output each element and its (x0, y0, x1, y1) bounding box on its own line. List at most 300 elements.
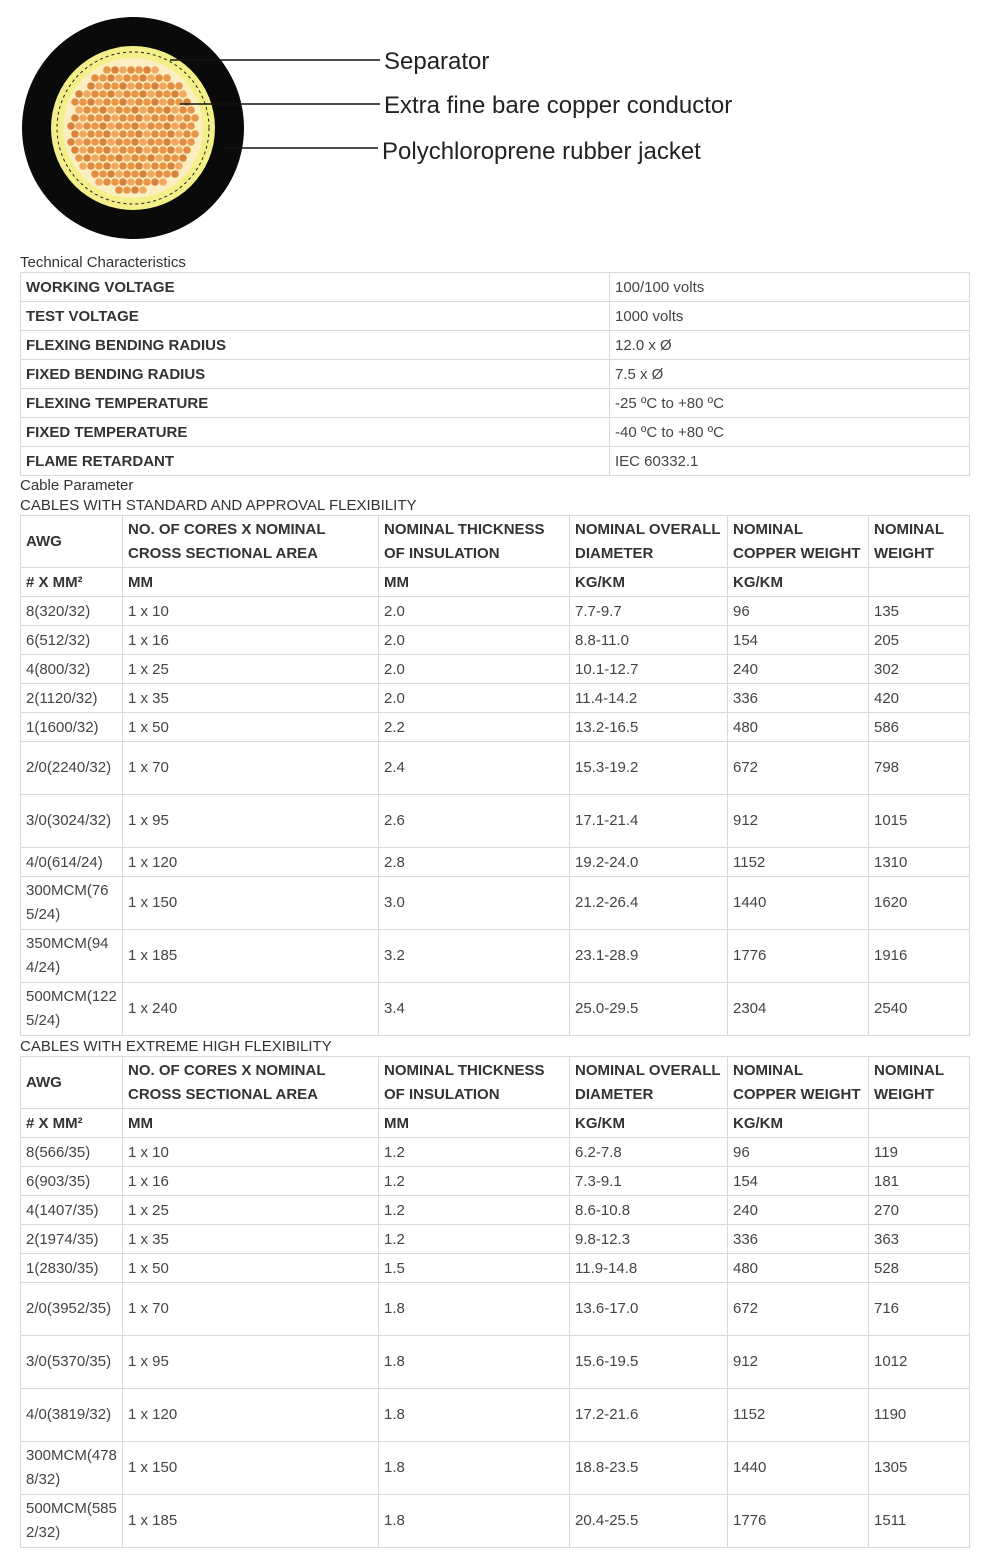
copper-strand (179, 106, 187, 114)
copper-strand (115, 154, 123, 162)
table-cell: NO. OF CORES X NOMINAL CROSS SECTIONAL AREA (123, 1057, 379, 1109)
table-cell: 2(1120/32) (21, 684, 123, 713)
copper-strand (115, 186, 123, 194)
table-cell: 100/100 volts (610, 273, 970, 302)
table-cell: 9.8-12.3 (570, 1225, 728, 1254)
copper-strand (163, 74, 171, 82)
copper-strand (151, 162, 159, 170)
conductor-label: Extra fine bare copper conductor (384, 92, 733, 119)
copper-strand (143, 178, 151, 186)
copper-strand (151, 82, 159, 90)
table-cell: 798 (869, 742, 970, 795)
copper-strand (111, 178, 119, 186)
table-cell: 2.4 (379, 742, 570, 795)
copper-strand (99, 74, 107, 82)
table-row (21, 1225, 970, 1254)
copper-strand (111, 162, 119, 170)
copper-strand (83, 138, 91, 146)
copper-strand (107, 74, 115, 82)
table-cell: 1511 (869, 1495, 970, 1548)
table-cell: 1 x 120 (123, 1389, 379, 1442)
table-cell: 8.8-11.0 (570, 626, 728, 655)
copper-strand (191, 130, 199, 138)
table-row (21, 273, 970, 302)
copper-strand (107, 106, 115, 114)
copper-strand (115, 74, 123, 82)
table-row (21, 742, 970, 795)
copper-strand (71, 130, 79, 138)
table-cell: 2.2 (379, 713, 570, 742)
table-row (21, 1442, 970, 1495)
table-row (21, 1167, 970, 1196)
copper-strand (179, 122, 187, 130)
table-cell: 135 (869, 597, 970, 626)
copper-strand (107, 90, 115, 98)
copper-strand (143, 114, 151, 122)
table-cell: 2.0 (379, 684, 570, 713)
copper-strand (147, 170, 155, 178)
copper-strand (175, 130, 183, 138)
table-cell: 4/0(3819/32) (21, 1389, 123, 1442)
copper-strand (103, 130, 111, 138)
copper-strand (103, 162, 111, 170)
copper-strand (131, 122, 139, 130)
table-row (21, 930, 970, 983)
copper-strand (135, 162, 143, 170)
copper-strand (75, 122, 83, 130)
table-cell: 480 (728, 1254, 869, 1283)
table-cell: 2(1974/35) (21, 1225, 123, 1254)
table-row (21, 1196, 970, 1225)
copper-strand (143, 66, 151, 74)
table-cell: 1440 (728, 877, 869, 930)
copper-strand (127, 98, 135, 106)
table-row (21, 713, 970, 742)
copper-strand (75, 154, 83, 162)
table-cell: 2/0(2240/32) (21, 742, 123, 795)
copper-strand (67, 122, 75, 130)
table-row (21, 848, 970, 877)
table-cell: FIXED BENDING RADIUS (21, 360, 610, 389)
table-cell: 181 (869, 1167, 970, 1196)
copper-strand (131, 186, 139, 194)
copper-strand (163, 106, 171, 114)
copper-strand (151, 178, 159, 186)
copper-strand (127, 82, 135, 90)
table-row (21, 1138, 970, 1167)
copper-strand (99, 90, 107, 98)
table-cell: 912 (728, 1336, 869, 1389)
table-cell: MM (379, 568, 570, 597)
table-cell: 1 x 10 (123, 597, 379, 626)
copper-strand (175, 162, 183, 170)
table-row (21, 684, 970, 713)
table-cell: 154 (728, 626, 869, 655)
copper-strand (167, 114, 175, 122)
table-cell: 25.0-29.5 (570, 983, 728, 1036)
copper-strand (79, 114, 87, 122)
copper-strand (139, 154, 147, 162)
table-row (21, 360, 970, 389)
table-cell: 528 (869, 1254, 970, 1283)
copper-strand (127, 178, 135, 186)
table-cell: 4(1407/35) (21, 1196, 123, 1225)
table-cell: 1620 (869, 877, 970, 930)
copper-strand (183, 146, 191, 154)
table-cell: 15.3-19.2 (570, 742, 728, 795)
copper-strand (139, 186, 147, 194)
table-cell: 1015 (869, 795, 970, 848)
cable-cross-section-diagram (0, 0, 986, 250)
copper-strand (87, 146, 95, 154)
table-cell: 7.3-9.1 (570, 1167, 728, 1196)
table-row (21, 1283, 970, 1336)
copper-strand (179, 138, 187, 146)
copper-strand (171, 106, 179, 114)
table-cell: 1190 (869, 1389, 970, 1442)
copper-strand (175, 146, 183, 154)
copper-strand (95, 178, 103, 186)
table-cell: 336 (728, 1225, 869, 1254)
copper-strand (87, 82, 95, 90)
table-cell: 912 (728, 795, 869, 848)
table-cell: 1.8 (379, 1442, 570, 1495)
copper-strand (103, 82, 111, 90)
table-cell: 19.2-24.0 (570, 848, 728, 877)
table-cell: 1776 (728, 1495, 869, 1548)
table-cell: 11.4-14.2 (570, 684, 728, 713)
table-cell: 1.8 (379, 1336, 570, 1389)
copper-strand (111, 82, 119, 90)
table-cell: 1.2 (379, 1138, 570, 1167)
copper-strand (183, 114, 191, 122)
table-cell: 480 (728, 713, 869, 742)
table-row (21, 1389, 970, 1442)
table-cell: 1000 volts (610, 302, 970, 331)
copper-strand (143, 146, 151, 154)
copper-strand (171, 138, 179, 146)
table-cell: 1 x 10 (123, 1138, 379, 1167)
table-cell: 1.8 (379, 1495, 570, 1548)
copper-strand (131, 138, 139, 146)
copper-strand (171, 90, 179, 98)
copper-strand (163, 138, 171, 146)
table-cell: 18.8-23.5 (570, 1442, 728, 1495)
table-cell: 716 (869, 1283, 970, 1336)
table-cell: 336 (728, 684, 869, 713)
copper-strand (75, 106, 83, 114)
copper-strand (91, 106, 99, 114)
copper-strand (159, 98, 167, 106)
copper-strand (95, 114, 103, 122)
copper-strand (75, 138, 83, 146)
copper-strand (155, 122, 163, 130)
copper-strand (87, 162, 95, 170)
copper-strand (151, 66, 159, 74)
copper-strand (119, 162, 127, 170)
table-cell: 420 (869, 684, 970, 713)
copper-strand (111, 114, 119, 122)
params-caption: Cable Parameter (20, 477, 134, 494)
table-cell: 363 (869, 1225, 970, 1254)
tech-caption: Technical Characteristics (20, 254, 186, 271)
table-cell: 1.2 (379, 1196, 570, 1225)
copper-strand (91, 122, 99, 130)
table-cell: KG/KM (570, 568, 728, 597)
table-cell: MM (123, 1109, 379, 1138)
copper-strand (151, 130, 159, 138)
copper-strand (171, 122, 179, 130)
unit-row (21, 1109, 970, 1138)
table-cell: 3.4 (379, 983, 570, 1036)
table-cell: 500MCM(1225/24) (21, 983, 123, 1036)
table-cell: # X MM² (21, 568, 123, 597)
copper-strand (123, 90, 131, 98)
copper-strand (123, 138, 131, 146)
copper-strand (147, 74, 155, 82)
table-cell: 3.2 (379, 930, 570, 983)
copper-strand (131, 154, 139, 162)
copper-strand (103, 178, 111, 186)
technical-characteristics-table (20, 272, 970, 476)
table-cell: 3/0(5370/35) (21, 1336, 123, 1389)
table-cell: 15.6-19.5 (570, 1336, 728, 1389)
copper-strand (127, 114, 135, 122)
table-cell: 1 x 70 (123, 742, 379, 795)
copper-strand (163, 90, 171, 98)
copper-strand (155, 106, 163, 114)
copper-strand (67, 138, 75, 146)
copper-strand (147, 122, 155, 130)
copper-strand (155, 90, 163, 98)
table-cell (869, 568, 970, 597)
copper-strand (87, 98, 95, 106)
table-cell: NOMINAL OVERALL DIAMETER (570, 516, 728, 568)
copper-strand (115, 122, 123, 130)
table-cell: 1 x 25 (123, 1196, 379, 1225)
copper-strand (171, 170, 179, 178)
copper-strand (87, 130, 95, 138)
copper-strand (147, 90, 155, 98)
copper-strand (103, 98, 111, 106)
table-cell: NO. OF CORES X NOMINAL CROSS SECTIONAL AREA (123, 516, 379, 568)
copper-strand (151, 146, 159, 154)
table-cell: 11.9-14.8 (570, 1254, 728, 1283)
table-cell: 2540 (869, 983, 970, 1036)
copper-strand (155, 74, 163, 82)
header-row (21, 1057, 970, 1109)
table-cell: 1440 (728, 1442, 869, 1495)
copper-strand (167, 162, 175, 170)
copper-strand (143, 98, 151, 106)
copper-strand (155, 154, 163, 162)
copper-strand (135, 114, 143, 122)
copper-strand (95, 146, 103, 154)
table-cell: 1 x 35 (123, 1225, 379, 1254)
copper-strand (95, 130, 103, 138)
table-cell: 2.0 (379, 655, 570, 684)
table-cell: 672 (728, 742, 869, 795)
copper-strand (155, 170, 163, 178)
cable-cross-section-illustration (0, 0, 986, 250)
table-cell: 1 x 240 (123, 983, 379, 1036)
copper-strand (115, 170, 123, 178)
copper-strand (75, 90, 83, 98)
copper-strand (167, 98, 175, 106)
copper-strand (135, 82, 143, 90)
copper-strand (111, 130, 119, 138)
table-cell: 240 (728, 1196, 869, 1225)
table-cell: NOMINAL WEIGHT (869, 516, 970, 568)
copper-strand (171, 154, 179, 162)
table-cell: 1 x 50 (123, 1254, 379, 1283)
copper-strand (71, 98, 79, 106)
table-cell: 2.8 (379, 848, 570, 877)
copper-strand (71, 114, 79, 122)
copper-strand (99, 170, 107, 178)
copper-strand (123, 186, 131, 194)
copper-strand (143, 162, 151, 170)
table-row (21, 877, 970, 930)
copper-strand (91, 74, 99, 82)
copper-strand (123, 122, 131, 130)
copper-strand (159, 82, 167, 90)
table-cell: 6.2-7.8 (570, 1138, 728, 1167)
table-cell: 1310 (869, 848, 970, 877)
copper-strand (147, 154, 155, 162)
copper-strand (179, 154, 187, 162)
copper-strand (91, 154, 99, 162)
copper-strand (131, 170, 139, 178)
table-row (21, 626, 970, 655)
copper-strand (139, 170, 147, 178)
table-cell: MM (379, 1109, 570, 1138)
table-cell: 3.0 (379, 877, 570, 930)
table-cell: 6(903/35) (21, 1167, 123, 1196)
copper-strand (83, 154, 91, 162)
table-cell: FLEXING BENDING RADIUS (21, 331, 610, 360)
copper-strand (187, 106, 195, 114)
copper-strand (139, 74, 147, 82)
copper-strand (107, 138, 115, 146)
table-cell: 240 (728, 655, 869, 684)
copper-strand (95, 82, 103, 90)
copper-strand (135, 98, 143, 106)
copper-strand (119, 82, 127, 90)
copper-strand (135, 178, 143, 186)
table-cell: 17.2-21.6 (570, 1389, 728, 1442)
copper-strand (79, 130, 87, 138)
standard-flex-caption: CABLES WITH STANDARD AND APPROVAL FLEXIBILITY (20, 497, 417, 514)
copper-strand (175, 114, 183, 122)
table-cell: 1 x 150 (123, 877, 379, 930)
table-cell: 302 (869, 655, 970, 684)
table-cell: 1 x 95 (123, 795, 379, 848)
table-cell: 1 x 70 (123, 1283, 379, 1336)
table-cell: 1152 (728, 848, 869, 877)
separator-label: Separator (384, 48, 490, 75)
copper-strand (99, 154, 107, 162)
copper-strand (119, 146, 127, 154)
table-cell: KG/KM (570, 1109, 728, 1138)
copper-strand (79, 146, 87, 154)
table-cell: 96 (728, 1138, 869, 1167)
table-cell: 10.1-12.7 (570, 655, 728, 684)
copper-strand (143, 130, 151, 138)
table-cell: 12.0 x Ø (610, 331, 970, 360)
copper-strand (151, 98, 159, 106)
table-row (21, 597, 970, 626)
copper-strand (119, 66, 127, 74)
table-cell: MM (123, 568, 379, 597)
table-cell: 1 x 185 (123, 930, 379, 983)
table-cell: 1.2 (379, 1167, 570, 1196)
table-cell: 2.0 (379, 626, 570, 655)
table-cell: -25 ºC to +80 ºC (610, 389, 970, 418)
table-cell: 8(320/32) (21, 597, 123, 626)
copper-strand (151, 114, 159, 122)
copper-strand (127, 130, 135, 138)
copper-strand (119, 114, 127, 122)
table-cell: 17.1-21.4 (570, 795, 728, 848)
copper-strand (159, 114, 167, 122)
copper-strand (187, 122, 195, 130)
copper-strand (107, 154, 115, 162)
table-cell: 1916 (869, 930, 970, 983)
copper-strand (135, 66, 143, 74)
table-cell: 4/0(614/24) (21, 848, 123, 877)
table-cell: 586 (869, 713, 970, 742)
copper-strand (79, 162, 87, 170)
copper-strand (95, 162, 103, 170)
copper-strand (115, 106, 123, 114)
table-cell: 1(2830/35) (21, 1254, 123, 1283)
copper-strand (115, 138, 123, 146)
copper-strand (175, 82, 183, 90)
copper-strand (155, 138, 163, 146)
table-cell: -40 ºC to +80 ºC (610, 418, 970, 447)
table-row (21, 302, 970, 331)
copper-strand (95, 98, 103, 106)
table-cell: FLEXING TEMPERATURE (21, 389, 610, 418)
copper-strand (131, 106, 139, 114)
copper-strand (139, 90, 147, 98)
table-cell: NOMINAL THICKNESS OF INSULATION (379, 516, 570, 568)
table-cell: NOMINAL COPPER WEIGHT (728, 1057, 869, 1109)
copper-strand (159, 130, 167, 138)
copper-strand (139, 122, 147, 130)
copper-strand (99, 106, 107, 114)
table-cell: 300MCM(765/24) (21, 877, 123, 930)
table-row (21, 655, 970, 684)
standard-flexibility-table (20, 515, 970, 1036)
table-cell: NOMINAL WEIGHT (869, 1057, 970, 1109)
copper-strand (87, 114, 95, 122)
table-row (21, 795, 970, 848)
copper-strand (147, 106, 155, 114)
copper-strand (167, 130, 175, 138)
header-row (21, 516, 970, 568)
copper-strand (179, 90, 187, 98)
table-cell: 300MCM(4788/32) (21, 1442, 123, 1495)
table-cell: 270 (869, 1196, 970, 1225)
copper-strand (103, 146, 111, 154)
table-cell: NOMINAL THICKNESS OF INSULATION (379, 1057, 570, 1109)
copper-strand (119, 98, 127, 106)
table-cell: 1.8 (379, 1389, 570, 1442)
copper-strand (91, 90, 99, 98)
copper-strand (183, 130, 191, 138)
